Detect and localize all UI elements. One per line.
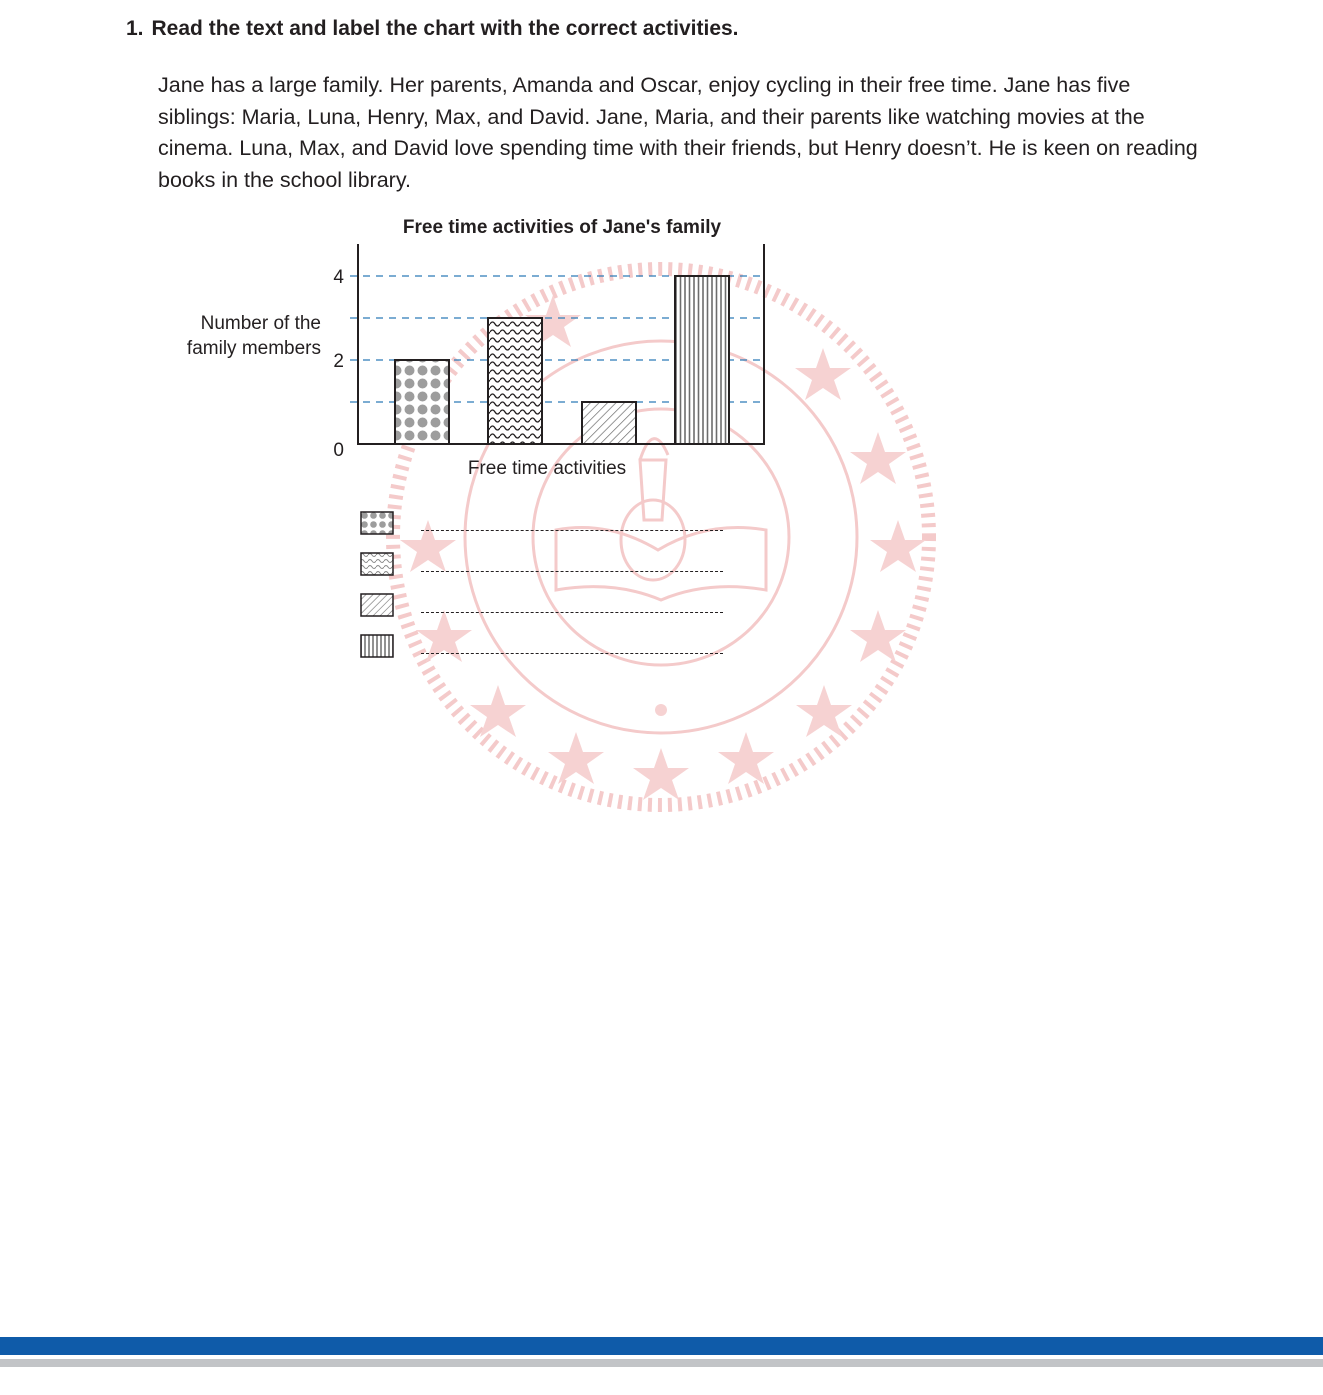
chart-title: Free time activities of Jane's family <box>402 217 722 238</box>
answer-line-3[interactable] <box>421 604 723 613</box>
bar-diagonal-hatch <box>582 402 636 444</box>
vertical-stripes-swatch <box>360 634 394 658</box>
legend-entry-waves <box>360 543 723 584</box>
legend-entry-dots <box>360 502 723 543</box>
dots-pattern-swatch <box>360 511 394 535</box>
x-axis-label: Free time activities <box>467 458 627 479</box>
y-tick-label-2: 2 <box>333 351 344 372</box>
legend-entry-diagonal-hatch <box>360 584 723 625</box>
diagonal-hatch-swatch <box>360 593 394 617</box>
y-tick-label-4: 4 <box>333 267 344 288</box>
bar-dots <box>395 360 449 444</box>
bar-vertical-stripes <box>675 276 729 444</box>
legend-entry-vertical-stripes <box>360 625 723 666</box>
bar-waves <box>488 318 542 444</box>
footer-grey-bar <box>0 1359 1323 1367</box>
answer-line-2[interactable] <box>421 563 723 572</box>
y-tick-label-0: 0 <box>333 440 344 461</box>
y-axis-label-line-2: family members <box>186 338 321 359</box>
footer-blue-bar <box>0 1337 1323 1355</box>
waves-pattern-swatch <box>360 552 394 576</box>
answer-line-1[interactable] <box>421 522 723 531</box>
y-axis-label-line-1: Number of the <box>200 313 321 334</box>
chart-legend <box>360 502 723 666</box>
question-number: 1. <box>126 17 144 40</box>
answer-line-4[interactable] <box>421 645 723 654</box>
reading-passage: Jane has a large family. Her parents, Amanda and Oscar, enjoy cycling in their free time. Jane has five siblings: Maria, Luna, Henry, Max, and David. Jane, Maria, and their parents like watching movies at the cinema. Luna, Max, and David love spending time with their friends, but Henry doesn’t. He is keen on reading books in the school library. <box>158 73 1198 192</box>
question-instruction: Read the text and label the chart with the correct activities. <box>151 17 739 40</box>
y-ticks <box>333 267 344 461</box>
